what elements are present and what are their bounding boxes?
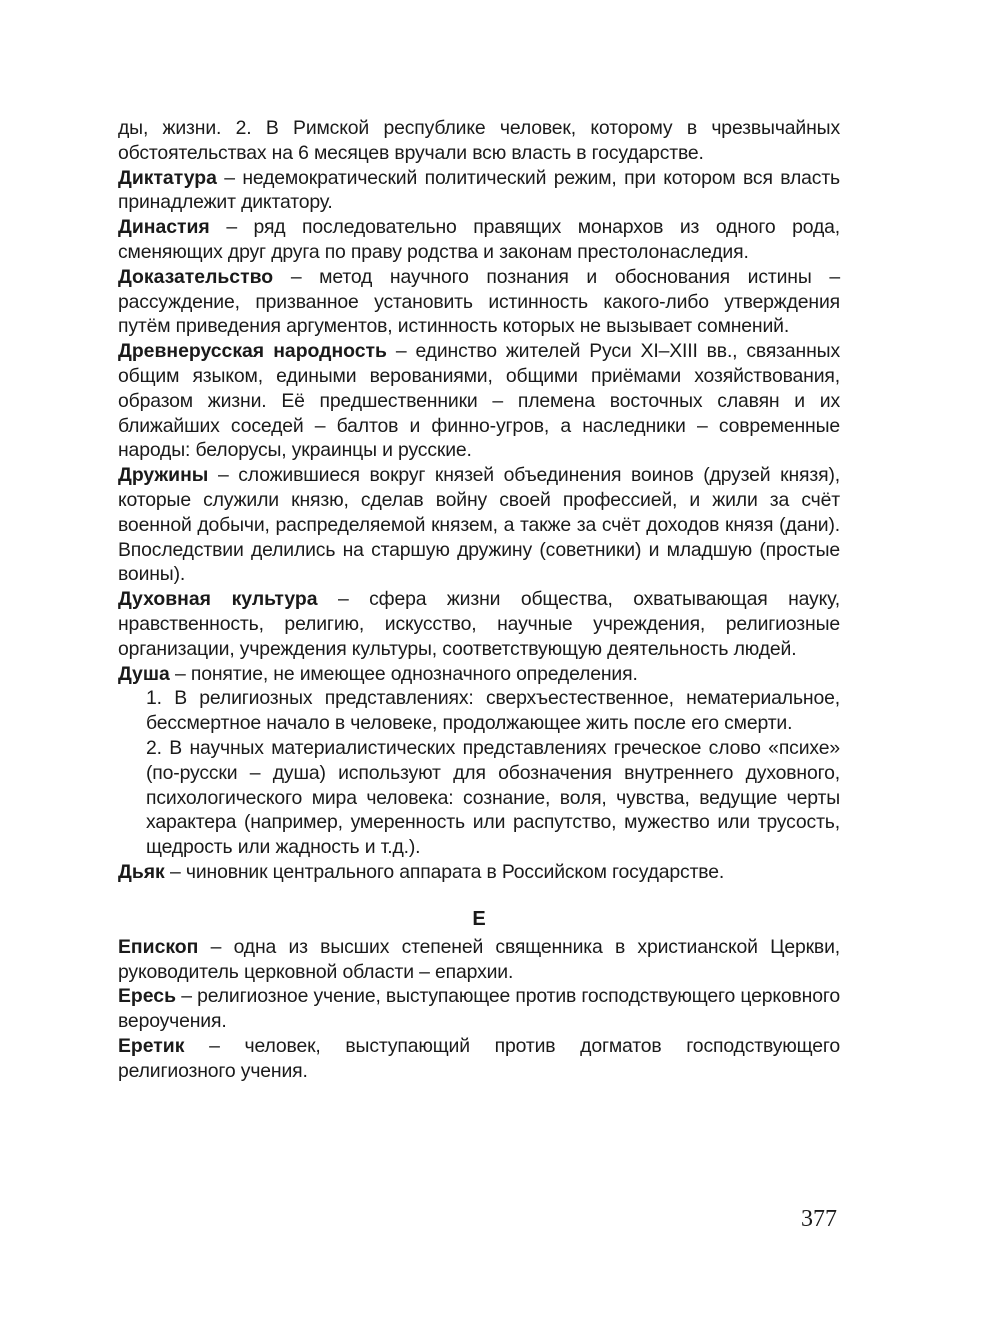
page-number: 377 (801, 1206, 837, 1232)
entry-term: Епископ (118, 935, 199, 958)
entry-definition: – единство жителей Руси XI–XIII вв., связанных общим языком, едиными верованиями, общими приёмами хозяйствования, образом жизни. Её предшественники – племена восточных славян и их ближайших соседей – балтов и финно-угров, а наследники – современные народы: белорусы, украинцы и русские. (118, 340, 841, 462)
entry-term: Еретик (118, 1034, 185, 1057)
glossary-page (118, 116, 840, 1083)
entry-dokazatelstvo (118, 265, 840, 339)
entry-definition: – понятие, не имеющее однозначного определения. (169, 662, 638, 685)
entry-diktatura (118, 166, 840, 216)
entry-definition: – человек, выступающий против догматов господствующего религиозного учения. (118, 1034, 840, 1082)
entry-definition: – одна из высших степеней священника в христианской Церкви, руководитель церковной области – епархии. (118, 935, 840, 983)
entry-term: Душа (118, 662, 170, 685)
entry-eretik (118, 1034, 840, 1084)
entry-definition: – метод научного познания и обоснования истины – рассуждение, призванное установить истинность какого-либо утверждения путём приведения аргументов, истинность которых не вызывает сомнений. (118, 265, 840, 338)
entry-term: Дружины (118, 464, 209, 487)
entry-dusha-sub-1: 1. В религиозных представлениях: сверхъестественное, нематериальное, бессмертное начало в человеке, продолжающее жить после его смерти. (146, 687, 840, 735)
entry-definition: – сложившиеся вокруг князей объединения воинов (друзей князя), которые служили князю, сделав войну своей профессией, и жили за счёт военной добычи, распределяемой князем, а также за счёт доходов князя (дани). Впоследствии делились на старшую дружину (советники) и младшую (простые воины). (118, 464, 840, 586)
entry-dusha (118, 662, 840, 687)
entry-term: Доказательство (118, 265, 274, 288)
entry-term: Ересь (118, 985, 177, 1008)
entry-definition: – ряд последовательно правящих монархов из одного рода, сменяющих друг друга по праву родства и законам престолонаследия. (118, 216, 840, 263)
entry-definition: – чиновник центрального аппарата в Российском государстве. (164, 860, 725, 883)
entry-drevnerusskaya-narodnost (118, 339, 840, 463)
entry-term: Диктатура (118, 166, 217, 189)
entry-definition: – недемократический политический режим, при котором вся власть принадлежит диктатору. (118, 166, 840, 214)
entry-definition: – сфера жизни общества, охватывающая науку, нравственность, религию, искусство, научные учреждения, религиозные организации, учреждения культуры, соответствующую деятельность людей. (118, 588, 840, 660)
entry-dusha-sub-2: 2. В научных материалистических представлениях греческое слово «психе» (по-русски – душа) используют для обозначения внутреннего духовного, психологического мира человека: сознание, воля, чувства, ведущие черты характера (например, умеренность или распутство, мужество или трусость, щедрость или жадность и т.д.). (146, 736, 840, 859)
entry-definition: – религиозное учение, выступающее против господствующего церковного вероучения. (118, 985, 840, 1033)
entry-definition: ды, жизни. 2. В Римской республике человек, которому в чрезвычайных обстоятельствах на 6 месяцев вручали всю власть в государстве. (118, 117, 840, 164)
entry-eres (118, 984, 840, 1034)
entry-druzhiny (118, 463, 840, 587)
entry-term: Духовная культура (118, 588, 318, 611)
section-letter-heading: Е (472, 907, 486, 930)
entry-episkop (118, 935, 840, 985)
entry-dyak (118, 860, 840, 885)
entry-term: Дьяк (118, 860, 165, 883)
entry-dukhovnaya-kultura (118, 587, 840, 661)
entry-term: Древнерусская народность (118, 340, 387, 363)
entry-term: Династия (118, 216, 210, 239)
entry-dinastiya (118, 215, 840, 265)
entry-continuation (118, 116, 840, 166)
